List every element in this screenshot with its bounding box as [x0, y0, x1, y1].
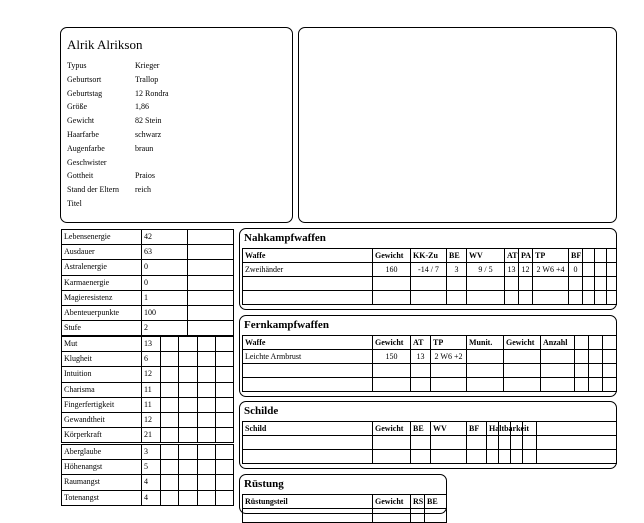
stat-row — [62, 428, 234, 443]
info-label: Haarfarbe — [67, 129, 99, 139]
table-cell — [541, 378, 575, 392]
empty-cell — [216, 445, 234, 460]
info-value: 82 Stein — [135, 116, 162, 126]
column-header: KK-Zu — [411, 249, 447, 263]
table-cell — [583, 263, 595, 277]
stat-label: Körperkraft — [62, 428, 142, 443]
column-header: PA — [519, 249, 533, 263]
table-cell — [373, 364, 411, 378]
table-cell — [575, 350, 589, 364]
stat-value: 42 — [142, 230, 188, 245]
empty-cell — [179, 490, 198, 505]
empty-cell — [216, 428, 234, 443]
empty-cell — [161, 475, 179, 490]
empty-header — [603, 336, 617, 350]
stat-row — [62, 337, 234, 352]
empty-cell — [161, 445, 179, 460]
stat-row — [62, 397, 234, 412]
column-header: BE — [447, 249, 467, 263]
table-cell — [595, 277, 607, 291]
table-row — [243, 263, 617, 277]
table-cell — [603, 350, 617, 364]
empty-cell — [161, 367, 179, 382]
table-row — [243, 509, 447, 523]
table-cell — [373, 277, 411, 291]
table-cell — [373, 509, 411, 523]
table-cell — [431, 450, 467, 464]
table-cell — [504, 378, 541, 392]
stat-value: 11 — [142, 382, 161, 397]
stat-value: 12 — [142, 412, 161, 427]
info-row — [67, 87, 169, 101]
stat-value: 3 — [142, 445, 161, 460]
ranged-weapons-table — [242, 335, 617, 392]
column-header: Anzahl — [541, 336, 575, 350]
stat-label: Karmaenergie — [62, 275, 142, 290]
table-cell — [505, 277, 519, 291]
table-row — [243, 436, 617, 450]
table-cell — [603, 378, 617, 392]
stat-row — [62, 305, 234, 320]
portrait-frame — [298, 27, 617, 223]
column-header: Schild — [243, 422, 373, 436]
column-header: WV — [467, 249, 505, 263]
melee-weapons-table — [242, 248, 617, 305]
melee-weapons-panel — [239, 228, 617, 310]
empty-cell — [216, 412, 234, 427]
table-cell — [607, 277, 617, 291]
table-cell — [243, 277, 373, 291]
stat-row — [62, 260, 234, 275]
stat-value: 100 — [142, 305, 188, 320]
column-header: Munit. — [467, 336, 504, 350]
info-value: braun — [135, 143, 154, 153]
table-cell — [467, 277, 505, 291]
column-header: Gewicht — [504, 336, 541, 350]
empty-cell — [216, 460, 234, 475]
column-header: Gewicht — [373, 495, 411, 509]
stat-value: 4 — [142, 490, 161, 505]
stat-label: Magieresistenz — [62, 290, 142, 305]
table-cell — [519, 277, 533, 291]
table-row — [243, 364, 617, 378]
info-row — [67, 128, 169, 142]
empty-cell — [179, 460, 198, 475]
stat-value: 6 — [142, 352, 161, 367]
empty-cell — [179, 475, 198, 490]
empty-cell — [198, 367, 216, 382]
empty-cell — [198, 412, 216, 427]
info-value — [135, 197, 169, 211]
table-cell — [411, 277, 447, 291]
table-cell — [595, 291, 607, 305]
info-row — [67, 169, 169, 183]
table-row — [243, 350, 617, 364]
empty-cell — [179, 367, 198, 382]
empty-cell — [188, 290, 234, 305]
table-cell — [467, 378, 504, 392]
stat-row — [62, 490, 234, 505]
table-cell — [467, 350, 504, 364]
empty-cell — [188, 230, 234, 245]
empty-header — [575, 336, 589, 350]
table-cell — [243, 291, 373, 305]
empty-cell — [179, 382, 198, 397]
stat-value: 13 — [142, 337, 161, 352]
table-cell — [411, 378, 431, 392]
table-cell: 3 — [447, 263, 467, 277]
table-cell — [243, 364, 373, 378]
stat-row — [62, 475, 234, 490]
table-cell — [467, 436, 487, 450]
empty-cell — [216, 475, 234, 490]
stat-label: Gewandtheit — [62, 412, 142, 427]
table-cell — [541, 350, 575, 364]
info-row — [67, 59, 169, 73]
table-cell — [411, 291, 447, 305]
table-cell — [373, 291, 411, 305]
table-row — [243, 277, 617, 291]
empty-cell — [179, 428, 198, 443]
stat-row — [62, 412, 234, 427]
stat-row — [62, 460, 234, 475]
table-cell: Leichte Armbrust — [243, 350, 373, 364]
empty-cell — [161, 382, 179, 397]
info-label: Typus — [67, 61, 87, 70]
table-cell — [467, 364, 504, 378]
empty-cell — [216, 352, 234, 367]
empty-cell — [161, 337, 179, 352]
table-cell — [569, 277, 583, 291]
shields-table — [242, 421, 617, 464]
column-header: AT — [411, 336, 431, 350]
stat-row — [62, 230, 234, 245]
info-label: Augenfarbe — [67, 143, 105, 153]
stat-label: Aberglaube — [62, 445, 142, 460]
stat-value: 5 — [142, 460, 161, 475]
table-cell — [541, 364, 575, 378]
column-header: BF — [569, 249, 583, 263]
stat-label: Abenteuerpunkte — [62, 305, 142, 320]
info-label: Stand der Eltern — [67, 185, 119, 195]
table-cell — [373, 436, 411, 450]
info-value — [135, 156, 169, 170]
stat-value: 4 — [142, 475, 161, 490]
stat-row — [62, 275, 234, 290]
info-row — [67, 100, 169, 114]
armor-table — [242, 494, 447, 523]
table-cell — [425, 509, 447, 523]
table-cell — [595, 263, 607, 277]
stat-label: Ausdauer — [62, 245, 142, 260]
empty-cell — [188, 260, 234, 275]
stat-label: Charisma — [62, 382, 142, 397]
stat-label: Raumangst — [62, 475, 142, 490]
column-header: TP — [533, 249, 569, 263]
stat-row — [62, 290, 234, 305]
column-header: BE — [425, 495, 447, 509]
table-cell — [583, 277, 595, 291]
empty-cell — [198, 490, 216, 505]
table-row — [243, 291, 617, 305]
empty-header — [589, 336, 603, 350]
table-cell — [467, 450, 487, 464]
empty-cell — [216, 490, 234, 505]
stat-value: 12 — [142, 367, 161, 382]
info-label: Geburtsort — [67, 74, 102, 84]
info-row — [67, 114, 169, 128]
empty-cell — [198, 460, 216, 475]
stat-row — [62, 321, 234, 336]
melee-weapons-title: Nahkampfwaffen — [244, 232, 326, 244]
empty-cell — [198, 352, 216, 367]
table-cell — [467, 291, 505, 305]
column-header: TP — [431, 336, 467, 350]
info-value: Trallop — [135, 74, 159, 84]
info-label: Gottheit — [67, 171, 94, 181]
negatives-table — [61, 444, 234, 506]
stat-label: Mut — [62, 337, 142, 352]
character-info-panel — [60, 27, 293, 223]
table-cell — [511, 450, 523, 464]
table-cell: 9 / 5 — [467, 263, 505, 277]
empty-cell — [216, 337, 234, 352]
empty-cell — [198, 475, 216, 490]
table-cell — [487, 450, 499, 464]
info-label: Titel — [67, 198, 82, 208]
stat-row — [62, 367, 234, 382]
info-value: reich — [135, 185, 151, 195]
column-header: BE — [411, 422, 431, 436]
armor-title: Rüstung — [244, 478, 284, 490]
column-header: Waffe — [243, 249, 373, 263]
empty-cell — [188, 275, 234, 290]
info-value: 1,86 — [135, 102, 149, 112]
table-cell: 13 — [505, 263, 519, 277]
empty-cell — [179, 337, 198, 352]
empty-cell — [198, 445, 216, 460]
table-cell — [243, 436, 373, 450]
stat-label: Lebensenergie — [62, 230, 142, 245]
info-label: Größe — [67, 102, 87, 112]
table-cell — [533, 277, 569, 291]
empty-cell — [216, 397, 234, 412]
column-header: Rüstungsteil — [243, 495, 373, 509]
table-cell — [243, 378, 373, 392]
table-cell — [569, 291, 583, 305]
table-cell — [589, 364, 603, 378]
column-header: BF — [467, 422, 487, 436]
empty-cell — [188, 245, 234, 260]
table-cell — [589, 350, 603, 364]
empty-header — [595, 249, 607, 263]
table-cell: 150 — [373, 350, 411, 364]
table-cell — [533, 291, 569, 305]
column-header: RS — [411, 495, 425, 509]
stat-value: 11 — [142, 397, 161, 412]
stat-value: 1 — [142, 290, 188, 305]
character-info-table — [67, 59, 169, 211]
table-cell — [575, 378, 589, 392]
table-cell — [607, 263, 617, 277]
table-cell — [537, 450, 617, 464]
stat-label: Höhenangst — [62, 460, 142, 475]
info-label: Geschwister — [67, 157, 107, 167]
attributes-table — [61, 336, 234, 443]
armor-panel — [239, 474, 447, 514]
info-row — [67, 156, 169, 170]
column-header: Waffe — [243, 336, 373, 350]
column-header: Gewicht — [373, 249, 411, 263]
empty-cell — [161, 352, 179, 367]
table-cell: 2 W6 +4 — [533, 263, 569, 277]
table-cell — [243, 450, 373, 464]
table-cell — [411, 364, 431, 378]
ranged-weapons-title: Fernkampfwaffen — [244, 319, 329, 331]
info-label: Geburtstag — [67, 88, 103, 98]
table-cell — [505, 291, 519, 305]
table-cell — [607, 291, 617, 305]
stat-label: Fingerfertigkeit — [62, 397, 142, 412]
empty-cell — [198, 382, 216, 397]
table-cell — [411, 436, 431, 450]
info-value: schwarz — [135, 129, 162, 139]
empty-cell — [216, 367, 234, 382]
table-cell — [504, 350, 541, 364]
info-row — [67, 73, 169, 87]
empty-cell — [188, 321, 234, 336]
table-cell — [519, 291, 533, 305]
empty-cell — [216, 382, 234, 397]
table-cell — [431, 378, 467, 392]
stat-label: Astralenergie — [62, 260, 142, 275]
stat-label: Totenangst — [62, 490, 142, 505]
table-cell — [487, 436, 499, 450]
table-cell — [373, 378, 411, 392]
info-row — [67, 142, 169, 156]
vitals-table — [61, 229, 234, 336]
info-row — [67, 183, 169, 197]
column-header: Haltbarkeit — [487, 422, 499, 436]
empty-cell — [161, 490, 179, 505]
empty-cell — [179, 412, 198, 427]
table-cell — [523, 450, 537, 464]
header-row — [243, 249, 617, 263]
empty-cell — [179, 397, 198, 412]
empty-header — [537, 422, 617, 436]
table-cell — [411, 509, 425, 523]
table-cell — [431, 436, 467, 450]
table-cell — [523, 436, 537, 450]
table-cell — [499, 436, 511, 450]
ranged-weapons-panel — [239, 315, 617, 397]
table-cell — [243, 509, 373, 523]
empty-cell — [161, 460, 179, 475]
stat-row — [62, 245, 234, 260]
stat-value: 63 — [142, 245, 188, 260]
table-cell: 0 — [569, 263, 583, 277]
character-name: Alrik Alrikson — [67, 37, 143, 52]
header-row — [243, 336, 617, 350]
table-cell: -14 / 7 — [411, 263, 447, 277]
table-row — [243, 378, 617, 392]
stat-value: 21 — [142, 428, 161, 443]
empty-cell — [188, 305, 234, 320]
info-value: Praios — [135, 171, 155, 181]
stat-row — [62, 445, 234, 460]
stat-value: 0 — [142, 275, 188, 290]
table-cell — [575, 364, 589, 378]
table-cell — [431, 364, 467, 378]
table-cell — [447, 291, 467, 305]
table-cell — [589, 378, 603, 392]
empty-cell — [161, 397, 179, 412]
empty-cell — [198, 428, 216, 443]
table-cell: 13 — [411, 350, 431, 364]
empty-cell — [198, 337, 216, 352]
shields-panel — [239, 401, 617, 469]
stat-row — [62, 352, 234, 367]
empty-cell — [179, 352, 198, 367]
empty-cell — [161, 428, 179, 443]
info-value: Krieger — [135, 61, 160, 70]
table-cell: 160 — [373, 263, 411, 277]
column-header: AT — [505, 249, 519, 263]
table-cell — [537, 436, 617, 450]
table-cell — [511, 436, 523, 450]
stat-label: Klugheit — [62, 352, 142, 367]
table-cell — [583, 291, 595, 305]
info-row — [67, 197, 169, 211]
empty-cell — [161, 412, 179, 427]
table-row — [243, 450, 617, 464]
shields-title: Schilde — [244, 405, 279, 417]
info-label: Gewicht — [67, 116, 95, 126]
column-header: WV — [431, 422, 467, 436]
info-value: 12 Rondra — [135, 88, 169, 98]
stat-label: Intuition — [62, 367, 142, 382]
empty-cell — [179, 445, 198, 460]
empty-header — [583, 249, 595, 263]
table-cell: 2 W6 +2 — [431, 350, 467, 364]
table-cell — [499, 450, 511, 464]
table-cell — [411, 450, 431, 464]
table-cell — [373, 450, 411, 464]
empty-header — [607, 249, 617, 263]
column-header: Gewicht — [373, 336, 411, 350]
stat-value: 0 — [142, 260, 188, 275]
header-row — [243, 495, 447, 509]
column-header: Gewicht — [373, 422, 411, 436]
header-row — [243, 422, 617, 436]
stat-label: Stufe — [62, 321, 142, 336]
table-cell: 12 — [519, 263, 533, 277]
table-cell — [504, 364, 541, 378]
stat-value: 2 — [142, 321, 188, 336]
table-cell — [603, 364, 617, 378]
table-cell — [447, 277, 467, 291]
table-cell: Zweihänder — [243, 263, 373, 277]
empty-cell — [198, 397, 216, 412]
stat-row — [62, 382, 234, 397]
